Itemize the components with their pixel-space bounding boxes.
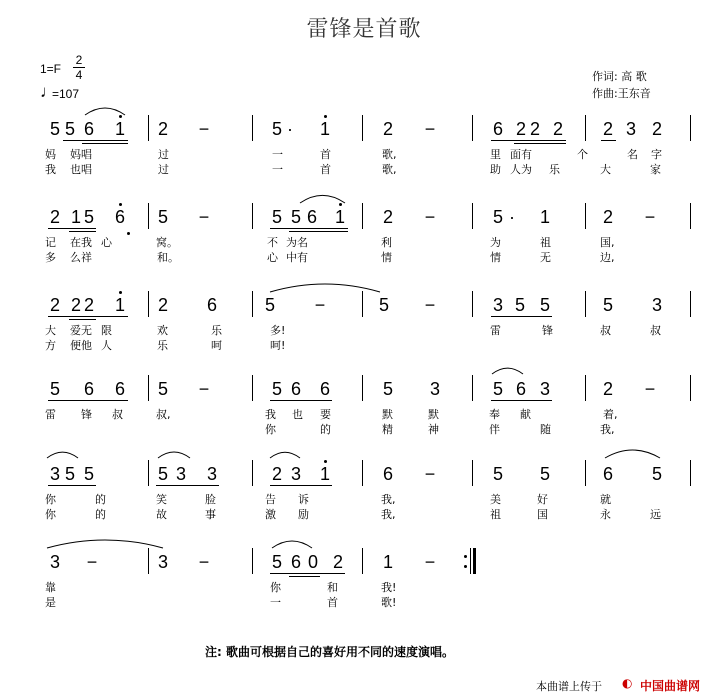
lyric-verse2: 也唱 <box>70 163 92 176</box>
jianpu-note: − <box>424 119 436 139</box>
lyric-verse2: 一 <box>272 163 283 176</box>
lyric-verse1: 多! <box>270 324 286 337</box>
jianpu-note: 3 <box>539 379 550 399</box>
jianpu-note: − <box>424 207 436 227</box>
jianpu-note: − <box>198 379 210 399</box>
lyric-verse1: 限 <box>101 324 112 337</box>
lyric-verse1: 脸 <box>205 493 216 506</box>
lyric-verse2: 的 <box>95 508 106 521</box>
jianpu-note: 6 <box>114 207 125 227</box>
lyric-verse2: 么祥 <box>70 251 92 264</box>
jianpu-note: 2 <box>157 119 168 139</box>
jianpu-note: 5 <box>157 464 168 484</box>
slur-arc <box>85 108 125 115</box>
lyric-verse2: 我, <box>381 508 396 521</box>
lyric-verse1: 里 <box>490 148 501 161</box>
lyric-verse1: 雷 <box>490 324 501 337</box>
lyric-verse2: 激 <box>265 508 276 521</box>
jianpu-note: 1 <box>114 119 125 139</box>
lyric-verse2: 多 <box>45 251 56 264</box>
lyric-verse1: 奉 <box>489 408 500 421</box>
lyric-verse1: 乐 <box>211 324 222 337</box>
jianpu-note: 2 <box>332 552 343 572</box>
jianpu-note: 5 <box>514 295 525 315</box>
jianpu-note: 5 <box>49 379 60 399</box>
jianpu-note: 1 <box>334 207 345 227</box>
lyric-verse1: 在我 <box>70 236 92 249</box>
lyric-verse1: 叔, <box>156 408 171 421</box>
lyric-verse1: 告 <box>265 493 276 506</box>
jianpu-note: 5 <box>492 379 503 399</box>
lyric-verse1: 叔 <box>600 324 611 337</box>
lyric-verse1: 锋 <box>81 408 92 421</box>
lyric-verse1: 个 <box>577 148 588 161</box>
lyric-verse1: 笑 <box>156 493 167 506</box>
lyric-verse1: 默 <box>428 408 439 421</box>
composer-credit: 作曲:王东音 <box>592 87 651 100</box>
lyric-verse2: 歌! <box>381 596 397 609</box>
tempo-marking: =107 <box>52 87 80 101</box>
lyric-verse1: 大 <box>45 324 56 337</box>
jianpu-note: 5 <box>83 464 94 484</box>
jianpu-note: 2 <box>515 119 526 139</box>
slur-arc <box>270 284 380 292</box>
lyric-verse1: 窝。 <box>156 236 178 249</box>
jianpu-note: 2 <box>157 295 168 315</box>
lyric-verse2: 便他 <box>70 339 92 352</box>
jianpu-note: 5 <box>271 119 282 139</box>
jianpu-note: 5 <box>271 379 282 399</box>
slur-arc <box>272 541 312 548</box>
lyric-verse2: 和。 <box>157 251 179 264</box>
lyric-verse2: 情 <box>381 251 392 264</box>
lyric-verse2: 是 <box>45 596 56 609</box>
lyric-verse1: 爱无 <box>70 324 92 337</box>
jianpu-note: 6 <box>492 119 503 139</box>
slur-arc <box>47 540 163 548</box>
jianpu-note: 1 <box>382 552 393 572</box>
lyric-verse2: 歌, <box>382 163 397 176</box>
jianpu-note: 5 <box>157 207 168 227</box>
time-signature-bottom: 4 <box>75 68 83 82</box>
lyric-verse1: 过 <box>158 148 169 161</box>
lyric-verse2: 事 <box>205 508 216 521</box>
jianpu-note: 5 <box>492 464 503 484</box>
song-title: 雷锋是首歌 <box>306 17 422 42</box>
jianpu-note: 3 <box>651 295 662 315</box>
jianpu-note: 6 <box>83 119 94 139</box>
lyric-verse2: 你 <box>265 423 276 436</box>
jianpu-note: 3 <box>157 552 168 572</box>
lyric-verse1: 也 <box>292 408 303 421</box>
jianpu-note: 2 <box>552 119 563 139</box>
lyric-verse2: 家 <box>650 163 661 176</box>
jianpu-note: 5 <box>539 295 550 315</box>
jianpu-note: 2 <box>651 119 662 139</box>
lyric-verse2: 呵! <box>270 339 286 352</box>
jianpu-note: 5 <box>271 552 282 572</box>
jianpu-note: − <box>424 552 436 572</box>
quarter-note-icon: ♩ <box>40 82 57 101</box>
lyric-verse1: 我, <box>381 493 396 506</box>
lyric-verse1: 歌, <box>382 148 397 161</box>
lyric-verse1: 和 <box>327 581 338 594</box>
jianpu-note: 3 <box>290 464 301 484</box>
jianpu-note: − <box>198 552 210 572</box>
jianpu-note: − <box>644 207 656 227</box>
lyric-verse1: 欢 <box>157 324 168 337</box>
jianpu-note: 3 <box>429 379 440 399</box>
slur-arc <box>605 450 660 458</box>
jianpu-note: 6 <box>83 379 94 399</box>
lyric-verse1: 我 <box>265 408 276 421</box>
jianpu-note: 5 <box>382 379 393 399</box>
jianpu-note: 6 <box>290 552 301 572</box>
jianpu-note: 3 <box>206 464 217 484</box>
jianpu-note: 1 <box>114 295 125 315</box>
jianpu-note: 2 <box>602 119 613 139</box>
jianpu-note: 5 <box>264 295 275 315</box>
slur-arc <box>158 452 190 458</box>
lyric-verse2: 人 <box>101 339 112 352</box>
lyric-verse1: 为名 <box>286 236 308 249</box>
lyric-verse2: 我, <box>600 423 615 436</box>
jianpu-note: 3 <box>49 552 60 572</box>
lyric-verse1: 不 <box>267 236 278 249</box>
lyric-verse2: 随 <box>540 423 551 436</box>
lyric-verse1: 利 <box>381 236 392 249</box>
jianpu-note: · <box>509 207 515 227</box>
lyric-verse2: 祖 <box>490 508 501 521</box>
lyric-verse2: 一 <box>270 596 281 609</box>
lyric-verse1: 叔 <box>112 408 123 421</box>
lyric-verse2: 情 <box>490 251 501 264</box>
lyric-verse1: 靠 <box>45 581 56 594</box>
jianpu-note: 5 <box>602 295 613 315</box>
jianpu-note: 1 <box>539 207 550 227</box>
slur-arc <box>47 452 78 458</box>
jianpu-note: 1 <box>319 464 330 484</box>
lyric-verse2: 乐 <box>549 163 560 176</box>
jianpu-note: 5 <box>64 464 75 484</box>
upload-source-label: 本曲谱上传于 <box>536 680 602 693</box>
lyric-verse1: 为 <box>490 236 501 249</box>
lyric-verse2: 人为 <box>510 163 532 176</box>
lyric-verse1: 献 <box>520 408 531 421</box>
jianpu-note: 6 <box>290 379 301 399</box>
jianpu-note: 2 <box>49 207 60 227</box>
jianpu-note: 5 <box>83 207 94 227</box>
lyric-verse1: 好 <box>537 493 548 506</box>
time-signature-top: 2 <box>75 53 83 67</box>
lyric-verse2: 方 <box>45 339 56 352</box>
lyric-verse1: 首 <box>320 148 331 161</box>
lyric-verse1: 诉 <box>298 493 309 506</box>
lyric-verse2: 中有 <box>286 251 308 264</box>
lyric-verse1: 锋 <box>542 324 553 337</box>
lyric-verse1: 妈 <box>45 148 56 161</box>
jianpu-note: 5 <box>49 119 60 139</box>
lyric-verse1: 字 <box>651 148 662 161</box>
jianpu-note: 5 <box>157 379 168 399</box>
lyric-verse2: 首 <box>327 596 338 609</box>
lyric-verse2: 大 <box>600 163 611 176</box>
lyric-verse1: 祖 <box>540 236 551 249</box>
jianpu-note: 6 <box>319 379 330 399</box>
jianpu-note: 6 <box>382 464 393 484</box>
lyric-verse2: 伴 <box>489 423 500 436</box>
lyric-verse1: 着, <box>603 408 618 421</box>
lyric-verse1: 就 <box>600 493 611 506</box>
site-brand-logo: 中国曲谱网 <box>640 679 701 693</box>
lyric-verse2: 精 <box>382 423 393 436</box>
lyric-verse1: 你 <box>270 581 281 594</box>
jianpu-note: − <box>314 295 326 315</box>
lyric-verse1: 的 <box>95 493 106 506</box>
jianpu-note: 2 <box>70 295 81 315</box>
lyric-verse2: 呵 <box>211 339 222 352</box>
jianpu-note: 5 <box>271 207 282 227</box>
jianpu-note: 6 <box>306 207 317 227</box>
lyric-verse2: 心 <box>267 251 278 264</box>
lyric-verse1: 心 <box>101 236 112 249</box>
jianpu-note: 5 <box>64 119 75 139</box>
jianpu-note: 6 <box>206 295 217 315</box>
slur-arc <box>492 368 523 374</box>
lyric-verse1: 叔 <box>650 324 661 337</box>
lyric-verse2: 故 <box>156 508 167 521</box>
jianpu-note: − <box>86 552 98 572</box>
lyric-verse1: 美 <box>490 493 501 506</box>
lyric-verse1: 记 <box>45 236 56 249</box>
lyric-verse2: 首 <box>320 163 331 176</box>
site-logo-icon: ◐ <box>622 676 633 690</box>
lyric-verse2: 永 <box>600 508 611 521</box>
lyricist-credit: 作词: 高 歌 <box>592 70 647 83</box>
lyric-verse1: 名 <box>627 148 638 161</box>
lyric-verse1: 要 <box>320 408 331 421</box>
jianpu-note: − <box>198 119 210 139</box>
slur-arc <box>270 452 300 458</box>
jianpu-note: − <box>424 295 436 315</box>
jianpu-note: · <box>287 119 293 139</box>
lyric-verse2: 乐 <box>157 339 168 352</box>
jianpu-note: 2 <box>529 119 540 139</box>
jianpu-note: 5 <box>492 207 503 227</box>
jianpu-note: 6 <box>515 379 526 399</box>
jianpu-note: 3 <box>625 119 636 139</box>
jianpu-note: 2 <box>602 207 613 227</box>
jianpu-note: 5 <box>290 207 301 227</box>
lyric-verse1: 面有 <box>510 148 532 161</box>
jianpu-note: − <box>424 464 436 484</box>
lyric-verse2: 无 <box>540 251 551 264</box>
jianpu-note: 5 <box>651 464 662 484</box>
lyric-verse2: 神 <box>428 423 439 436</box>
lyric-verse2: 边, <box>600 251 615 264</box>
lyric-verse1: 雷 <box>45 408 56 421</box>
jianpu-note: 2 <box>602 379 613 399</box>
lyric-verse2: 的 <box>320 423 331 436</box>
jianpu-note: − <box>644 379 656 399</box>
jianpu-note: 3 <box>492 295 503 315</box>
lyric-verse1: 一 <box>272 148 283 161</box>
lyric-verse1: 妈唱 <box>70 148 92 161</box>
jianpu-note: 6 <box>602 464 613 484</box>
jianpu-note: 2 <box>49 295 60 315</box>
lyric-verse1: 默 <box>382 408 393 421</box>
lyric-verse2: 国 <box>537 508 548 521</box>
lyric-verse2: 过 <box>158 163 169 176</box>
jianpu-note: 2 <box>382 119 393 139</box>
lyric-verse2: 助 <box>490 163 501 176</box>
performance-note: 注: 歌曲可根据自己的喜好用不同的速度演唱。 <box>205 645 454 659</box>
jianpu-note: 1 <box>70 207 81 227</box>
jianpu-note: − <box>198 207 210 227</box>
lyric-verse2: 我 <box>45 163 56 176</box>
slur-arc <box>300 195 345 203</box>
lyric-verse2: 远 <box>650 508 661 521</box>
jianpu-note: 0 <box>307 552 318 572</box>
jianpu-note: 5 <box>539 464 550 484</box>
jianpu-note: 3 <box>175 464 186 484</box>
lyric-verse1: 国, <box>600 236 615 249</box>
lyric-verse2: 你 <box>45 508 56 521</box>
jianpu-note: 1 <box>319 119 330 139</box>
lyric-verse1: 我! <box>381 581 397 594</box>
jianpu-note: 2 <box>271 464 282 484</box>
jianpu-note: 6 <box>114 379 125 399</box>
lyric-verse2: 励 <box>298 508 309 521</box>
lyric-verse1: 你 <box>45 493 56 506</box>
jianpu-note: 5 <box>378 295 389 315</box>
jianpu-note: 2 <box>83 295 94 315</box>
key-signature: 1=F <box>40 62 62 76</box>
jianpu-note: 2 <box>382 207 393 227</box>
jianpu-note: 3 <box>49 464 60 484</box>
